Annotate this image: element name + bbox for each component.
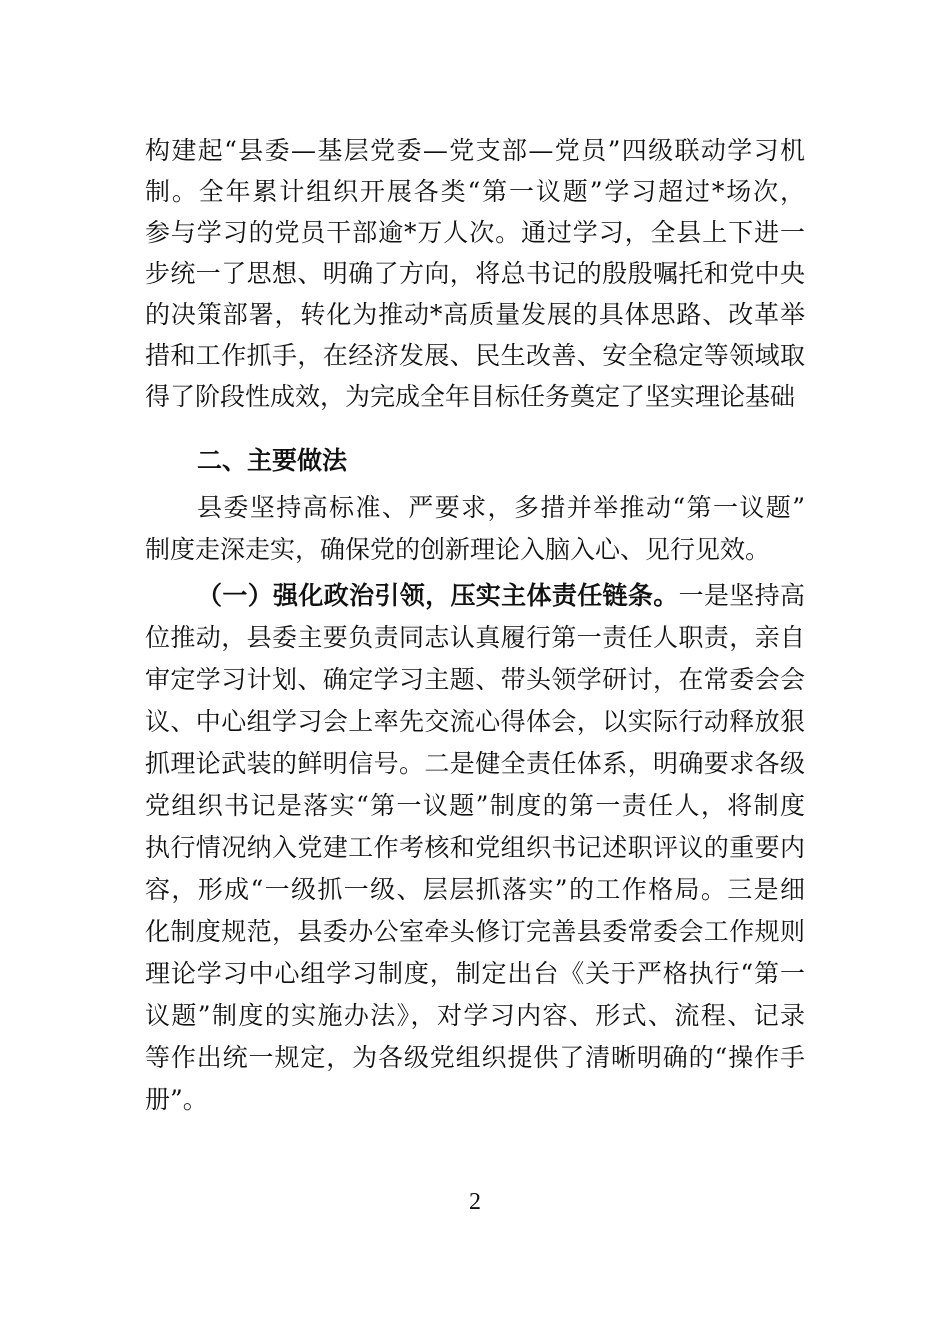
paragraph-line: 容，形成“一级抓一级、层层抓落实”的工作格局。三是细 xyxy=(145,875,805,904)
paragraph-line: 参与学习的党员干部逾*万人次。通过学习，全县上下进一 xyxy=(145,218,805,247)
paragraph-line: 等作出统一规定，为各级党组织提供了清晰明确的“操作手 xyxy=(145,1043,805,1072)
page-number: 2 xyxy=(469,1189,481,1215)
paragraph-line: 化制度规范，县委办公室牵头修订完善县委常委会工作规则 xyxy=(145,917,805,946)
paragraph-line: 步统一了思想、明确了方向，将总书记的殷殷嘱托和党中央 xyxy=(145,259,805,288)
paragraph-line: 议题”制度的实施办法》，对学习内容、形式、流程、记录 xyxy=(145,1001,805,1030)
paragraph-text: 一是坚持高 xyxy=(678,581,805,610)
paragraph-line: 抓理论武装的鲜明信号。二是健全责任体系，明确要求各级 xyxy=(145,749,805,778)
paragraph-line: 位推动，县委主要负责同志认真履行第一责任人职责，亲自 xyxy=(145,623,805,652)
paragraph-line: 党组织书记是落实“第一议题”制度的第一责任人，将制度 xyxy=(145,791,805,820)
paragraph-line: 理论学习中心组学习制度，制定出台《关于严格执行“第一 xyxy=(145,959,805,988)
paragraph-line: 议、中心组学习会上率先交流心得体会，以实际行动释放狠 xyxy=(145,707,805,736)
paragraph-line: 的决策部署，转化为推动*高质量发展的具体思路、改革举 xyxy=(145,300,805,329)
paragraph-line: 执行情况纳入党建工作考核和党组织书记述职评议的重要内 xyxy=(145,833,805,862)
paragraph-line: 得了阶段性成效，为完成全年目标任务奠定了坚实理论基础 xyxy=(145,382,796,411)
paragraph-line: 县委坚持高标准、严要求，多措并举推动“第一议题” xyxy=(197,493,805,522)
paragraph-line: 措和工作抓手，在经济发展、民生改善、安全稳定等领域取 xyxy=(145,341,805,370)
paragraph-line: 册”。 xyxy=(145,1085,208,1114)
paragraph-line: 构建起“县委—基层党委—党支部—党员”四级联动学习机 xyxy=(145,136,805,165)
section-heading: 二、主要做法 xyxy=(197,446,348,475)
paragraph-line: 制。全年累计组织开展各类“第一议题”学习超过*场次， xyxy=(145,177,805,206)
paragraph-line: 审定学习计划、确定学习主题、带头领学研讨，在常委会会 xyxy=(145,665,805,694)
subsection-heading: （一）强化政治引领，压实主体责任链条。 xyxy=(197,581,679,610)
paragraph-line: 制度走深走实，确保党的创新理论入脑入心、见行见效。 xyxy=(145,535,771,564)
paragraph-first-line xyxy=(197,580,805,612)
